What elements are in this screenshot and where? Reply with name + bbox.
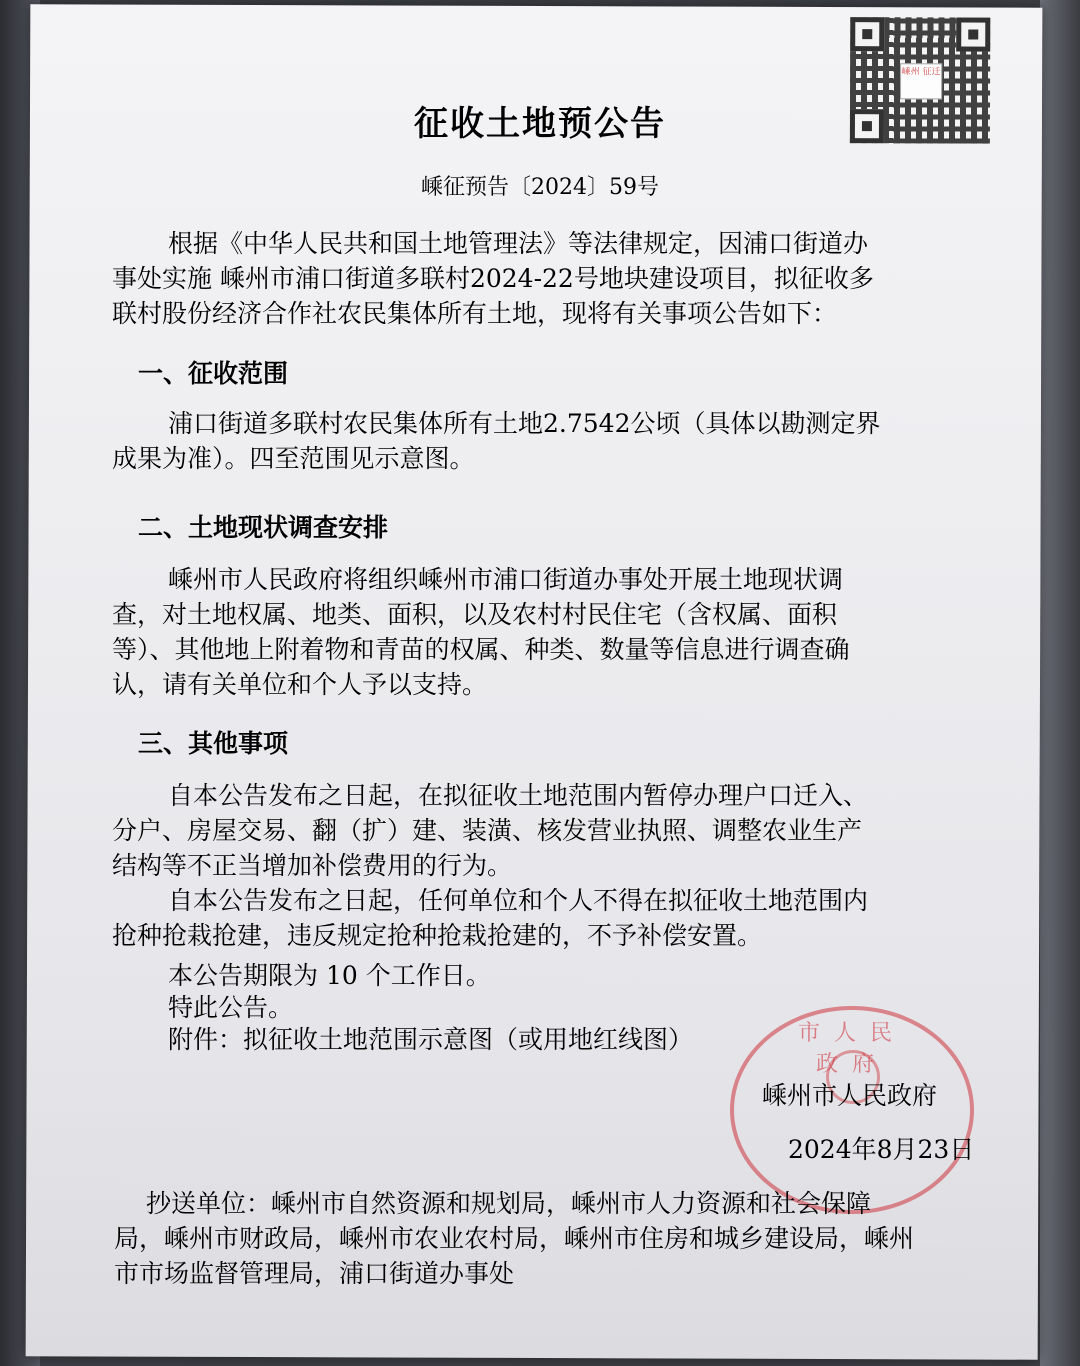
issue-date: 2024年8月23日: [788, 1135, 975, 1164]
section-3-heading: 三、其他事项: [138, 729, 289, 758]
intro-line: 联村股份经济合作社农民集体所有土地，现将有关事项公告如下：: [112, 299, 838, 328]
qr-finder-pattern: [956, 17, 990, 51]
section-line: 等）、其他地上附着物和青苗的权属、种类、数量等信息进行调查确: [112, 635, 850, 664]
qr-logo: 嵊州 征迁: [900, 63, 942, 99]
seal-text: 市人民政府: [797, 1021, 906, 1077]
section-line: 分户、房屋交易、翻（扩）建、装潢、核发营业执照、调整农业生产: [112, 816, 863, 845]
intro-line: 事处实施 嵊州市浦口街道多联村2024-22号地块建设项目，拟征收多: [112, 264, 874, 293]
section-line: 嵊州市人民政府将组织嵊州市浦口街道办事处开展土地现状调: [168, 565, 844, 594]
section-3-body: [84, 778, 944, 953]
section-line: 查，对土地权属、地类、面积，以及农村村民住宅（含权属、面积: [112, 600, 838, 629]
section-line: 认，请有关单位和个人予以支持。: [112, 670, 488, 699]
intro-line: 根据《中华人民共和国土地管理法》等法律规定，因浦口街道办: [168, 229, 869, 258]
background-right: [1040, 0, 1080, 1366]
section-1-body: [84, 406, 944, 476]
section-1-heading: 一、征收范围: [138, 359, 289, 388]
cc-line: 抄送单位：嵊州市自然资源和规划局，嵊州市人力资源和社会保障: [146, 1189, 872, 1218]
qr-finder-pattern: [850, 17, 884, 51]
section-line: 成果为准）。四至范围见示意图。: [112, 444, 475, 473]
intro-paragraph: [84, 226, 944, 331]
issuer-name: 嵊州市人民政府: [762, 1081, 938, 1110]
section-line: 自本公告发布之日起，在拟征收土地范围内暂停办理户口迁入、: [168, 781, 869, 810]
section-2-heading: 二、土地现状调查安排: [138, 513, 389, 542]
cc-line: 局，嵊州市财政局，嵊州市农业农村局，嵊州市住房和城乡建设局，嵊州: [114, 1224, 915, 1253]
section-2-body: [84, 562, 944, 702]
section-line: 结构等不正当增加补偿费用的行为。: [112, 851, 513, 880]
section-line: 抢种抢栽抢建，违反规定抢种抢栽抢建的，不予补偿安置。: [112, 921, 763, 950]
cc-line: 市市场监督管理局，浦口街道办事处: [114, 1259, 515, 1288]
document-number: 嵊征预告〔2024〕59号: [421, 175, 659, 200]
attachment-line: 附件：拟征收土地范围示意图（或用地红线图）: [168, 1025, 694, 1054]
section-line: 浦口街道多联村农民集体所有土地2.7542公顷（具体以勘测定界: [168, 409, 881, 438]
cc-list: [114, 1186, 964, 1291]
section-line: 自本公告发布之日起，任何单位和个人不得在拟征收土地范围内: [168, 886, 869, 915]
page-title: 征收土地预公告: [414, 104, 666, 144]
closing-text: 特此公告。: [168, 993, 294, 1022]
notice-period: 本公告期限为 10 个工作日。: [168, 961, 491, 990]
